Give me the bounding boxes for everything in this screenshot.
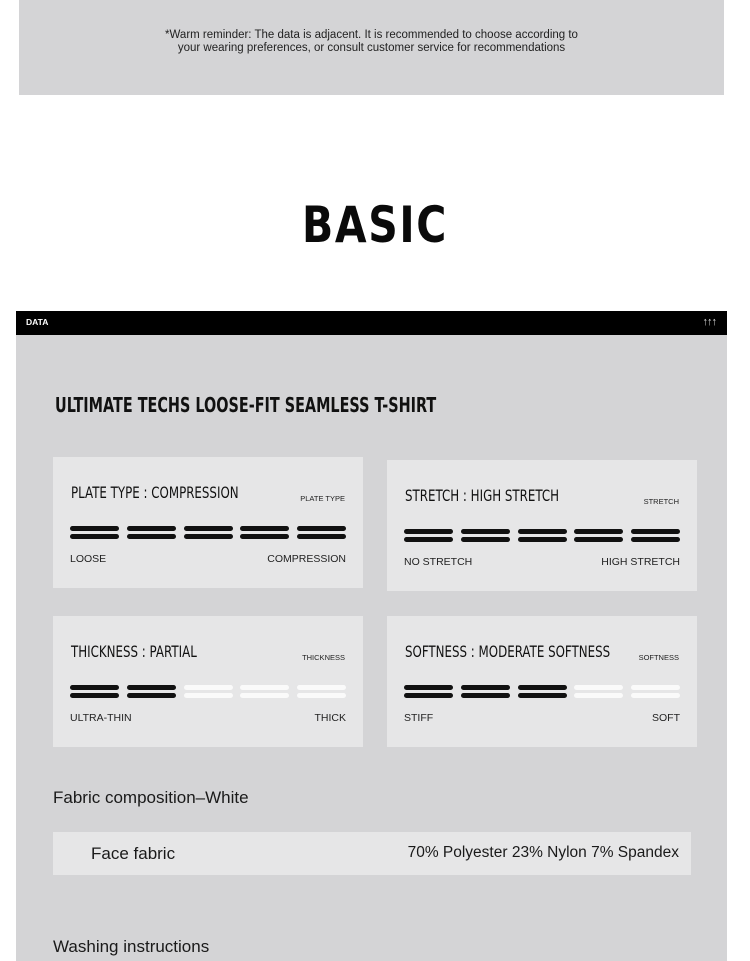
metric-high-label: SOFT (652, 712, 680, 724)
level-segment-filled (127, 525, 176, 541)
level-segment-empty (574, 684, 623, 700)
reminder-line-1: *Warm reminder: The data is adjacent. It is recommended to choose according to (165, 29, 578, 41)
metric-title: PLATE TYPE : COMPRESSION (71, 483, 239, 502)
metric-title: STRETCH : HIGH STRETCH (405, 486, 560, 505)
metric-card-stretch (387, 460, 697, 591)
metric-scale (404, 528, 680, 544)
level-segment-empty (631, 684, 680, 700)
section-title: BASIC (301, 196, 449, 254)
metric-title: THICKNESS : PARTIAL (71, 642, 197, 661)
metric-title: SOFTNESS : MODERATE SOFTNESS (405, 642, 611, 661)
metric-low-label: STIFF (404, 712, 434, 724)
reminder-line-2: your wearing preferences, or consult customer service for recommendations (177, 42, 566, 54)
metric-tag: THICKNESS (302, 653, 345, 662)
level-segment-empty (297, 684, 346, 700)
metric-scale (70, 525, 346, 541)
level-segment-filled (70, 684, 119, 700)
warm-reminder-box (19, 0, 724, 95)
level-segment-filled (70, 525, 119, 541)
warm-reminder-text (19, 29, 724, 55)
fabric-value: 70% Polyester 23% Nylon 7% Spandex (407, 844, 679, 861)
level-segment-filled (631, 528, 680, 544)
metric-card-softness (387, 616, 697, 747)
metric-high-label: THICK (314, 712, 346, 724)
metric-scale (404, 684, 680, 700)
metric-tag: STRETCH (643, 497, 679, 506)
fabric-row (53, 832, 691, 875)
level-segment-empty (184, 684, 233, 700)
up-arrows-icon: ↑↑↑ (702, 316, 716, 328)
level-segment-filled (297, 525, 346, 541)
metric-scale (70, 684, 346, 700)
level-segment-filled (461, 684, 510, 700)
washing-instructions-heading: Washing instructions (53, 937, 210, 956)
level-segment-filled (240, 525, 289, 541)
level-segment-empty (240, 684, 289, 700)
level-segment-filled (404, 684, 453, 700)
level-segment-filled (518, 528, 567, 544)
level-segment-filled (404, 528, 453, 544)
metric-high-label: COMPRESSION (267, 553, 346, 565)
metric-tag: PLATE TYPE (300, 494, 345, 503)
level-segment-filled (127, 684, 176, 700)
metric-low-label: ULTRA-THIN (70, 712, 132, 724)
metric-high-label: HIGH STRETCH (601, 556, 680, 568)
metric-low-label: NO STRETCH (404, 556, 473, 568)
fabric-label: Face fabric (91, 844, 176, 863)
metric-card-plate-type (53, 457, 363, 588)
data-panel (16, 311, 727, 961)
metric-tag: SOFTNESS (638, 653, 679, 662)
data-label: DATA (26, 317, 49, 327)
level-segment-filled (518, 684, 567, 700)
metric-low-label: LOOSE (70, 553, 107, 565)
level-segment-filled (461, 528, 510, 544)
metric-card-thickness (53, 616, 363, 747)
fabric-composition-heading: Fabric composition–White (53, 788, 249, 807)
level-segment-filled (574, 528, 623, 544)
data-header-bar (16, 311, 727, 335)
product-title: ULTIMATE TECHS LOOSE-FIT SEAMLESS T-SHIRT (55, 393, 437, 417)
level-segment-filled (184, 525, 233, 541)
